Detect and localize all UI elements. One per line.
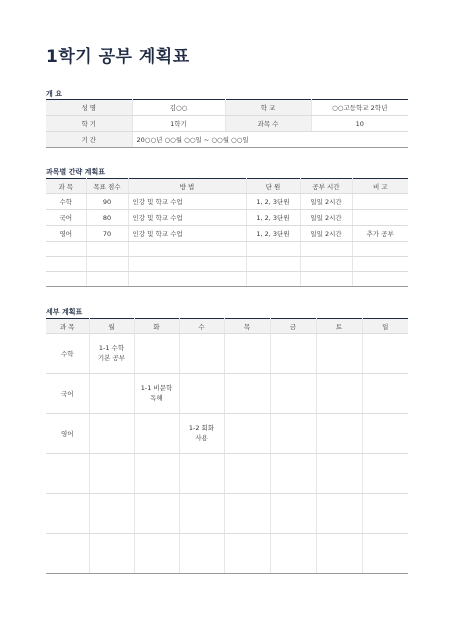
- detail-cell: [89, 494, 134, 534]
- summary-cell: [128, 272, 246, 287]
- detail-cell: [224, 414, 270, 454]
- detail-cell: [270, 494, 316, 534]
- detail-cell: [316, 334, 362, 374]
- detail-heading: 세부 계획표: [46, 308, 83, 316]
- detail-cell: 국어: [46, 374, 89, 414]
- summary-cell: 일일 2시간: [300, 194, 352, 210]
- summary-cell: 인강 및 학교 수업: [128, 194, 246, 210]
- detail-cell: [89, 414, 134, 454]
- detail-cell: [179, 454, 224, 494]
- detail-cell: [362, 414, 408, 454]
- detail-cell: [134, 414, 179, 454]
- name-value: 김○○: [132, 100, 225, 116]
- semester-label: 학 기: [46, 116, 132, 132]
- summary-cell: [46, 272, 86, 287]
- period-value: 20○○년 ○○월 ○○일 ~ ○○월 ○○일: [132, 132, 408, 148]
- summary-cell: [46, 242, 86, 257]
- name-label: 성 명: [46, 100, 132, 116]
- table-row: [46, 257, 408, 272]
- detail-header-cell: 수: [179, 319, 224, 334]
- detail-cell: [46, 454, 89, 494]
- summary-header-cell: 단 원: [246, 179, 300, 194]
- summary-cell: 수학: [46, 194, 86, 210]
- summary-header-cell: 과 목: [46, 179, 86, 194]
- detail-cell: [270, 374, 316, 414]
- table-row: [46, 272, 408, 287]
- summary-cell: 일일 2시간: [300, 226, 352, 242]
- detail-header-cell: 금: [270, 319, 316, 334]
- detail-cell: [270, 334, 316, 374]
- detail-cell: [46, 534, 89, 574]
- overview-heading: 개 요: [46, 90, 62, 98]
- summary-cell: 1, 2, 3단원: [246, 226, 300, 242]
- page-title: 1학기 공부 계획표: [46, 47, 190, 67]
- summary-header-row: [46, 179, 408, 194]
- detail-cell: [316, 494, 362, 534]
- summary-cell: [352, 272, 408, 287]
- summary-cell: 인강 및 학교 수업: [128, 226, 246, 242]
- detail-cell: [316, 414, 362, 454]
- summary-cell: 인강 및 학교 수업: [128, 210, 246, 226]
- subject-count-value: 10: [311, 116, 408, 132]
- summary-cell: [300, 242, 352, 257]
- summary-cell: 추가 공부: [352, 226, 408, 242]
- summary-cell: 80: [86, 210, 128, 226]
- table-row: [46, 194, 408, 210]
- table-row: [46, 334, 408, 374]
- table-row: [46, 226, 408, 242]
- detail-cell: [179, 534, 224, 574]
- summary-cell: [300, 272, 352, 287]
- detail-cell: 1-2 회화 사용: [179, 414, 224, 454]
- table-row: [46, 494, 408, 534]
- table-row: [46, 414, 408, 454]
- overview-table: [46, 99, 408, 148]
- detail-cell: [270, 414, 316, 454]
- table-row: [46, 374, 408, 414]
- summary-cell: [246, 272, 300, 287]
- detail-cell: [362, 334, 408, 374]
- detail-cell: [224, 454, 270, 494]
- summary-cell: [352, 194, 408, 210]
- detail-cell: [316, 454, 362, 494]
- summary-cell: [352, 210, 408, 226]
- summary-cell: 1, 2, 3단원: [246, 194, 300, 210]
- detail-header-cell: 화: [134, 319, 179, 334]
- detail-header-cell: 일: [362, 319, 408, 334]
- detail-cell: [46, 494, 89, 534]
- detail-header-cell: 월: [89, 319, 134, 334]
- detail-cell: [179, 494, 224, 534]
- detail-header-cell: 목: [224, 319, 270, 334]
- detail-cell: [362, 534, 408, 574]
- detail-cell: [179, 334, 224, 374]
- summary-cell: 1, 2, 3단원: [246, 210, 300, 226]
- summary-cell: [246, 257, 300, 272]
- detail-cell: [270, 534, 316, 574]
- table-row: [46, 454, 408, 494]
- summary-cell: [300, 257, 352, 272]
- detail-cell: 1-1 비문학 독해: [134, 374, 179, 414]
- detail-cell: [362, 494, 408, 534]
- summary-cell: [352, 257, 408, 272]
- detail-cell: [134, 454, 179, 494]
- summary-cell: [128, 242, 246, 257]
- detail-cell: [89, 534, 134, 574]
- detail-cell: [316, 374, 362, 414]
- semester-value: 1학기: [132, 116, 225, 132]
- detail-cell: [134, 334, 179, 374]
- summary-header-cell: 비 고: [352, 179, 408, 194]
- summary-table: [46, 178, 408, 287]
- summary-cell: [46, 257, 86, 272]
- summary-header-cell: 방 법: [128, 179, 246, 194]
- summary-header-cell: 공부 시간: [300, 179, 352, 194]
- summary-cell: [86, 242, 128, 257]
- detail-cell: 1-1 수학 기본 공부: [89, 334, 134, 374]
- detail-cell: [134, 494, 179, 534]
- detail-cell: [224, 534, 270, 574]
- detail-cell: [362, 454, 408, 494]
- detail-cell: [179, 374, 224, 414]
- table-row: [46, 210, 408, 226]
- period-label: 기 간: [46, 132, 132, 148]
- subject-count-label: 과목 수: [225, 116, 311, 132]
- summary-heading: 과목별 간략 계획표: [46, 168, 105, 176]
- detail-cell: [224, 374, 270, 414]
- summary-cell: 70: [86, 226, 128, 242]
- summary-cell: [86, 272, 128, 287]
- summary-header-cell: 목표 점수: [86, 179, 128, 194]
- detail-header-cell: 과 목: [46, 319, 89, 334]
- detail-header-cell: 토: [316, 319, 362, 334]
- school-value: ○○고등학교 2학년: [311, 100, 408, 116]
- summary-cell: 90: [86, 194, 128, 210]
- detail-cell: [316, 534, 362, 574]
- summary-cell: [128, 257, 246, 272]
- table-row: [46, 242, 408, 257]
- summary-cell: [246, 242, 300, 257]
- summary-cell: 국어: [46, 210, 86, 226]
- summary-cell: [352, 242, 408, 257]
- detail-cell: 수학: [46, 334, 89, 374]
- detail-cell: [224, 494, 270, 534]
- detail-cell: [89, 454, 134, 494]
- summary-cell: 일일 2시간: [300, 210, 352, 226]
- table-row: [46, 534, 408, 574]
- detail-cell: [224, 334, 270, 374]
- detail-table: [46, 318, 408, 574]
- summary-cell: 영어: [46, 226, 86, 242]
- detail-cell: [134, 534, 179, 574]
- school-label: 학 교: [225, 100, 311, 116]
- detail-cell: 영어: [46, 414, 89, 454]
- detail-cell: [270, 454, 316, 494]
- detail-header-row: [46, 319, 408, 334]
- detail-cell: [89, 374, 134, 414]
- summary-cell: [86, 257, 128, 272]
- detail-cell: [362, 374, 408, 414]
